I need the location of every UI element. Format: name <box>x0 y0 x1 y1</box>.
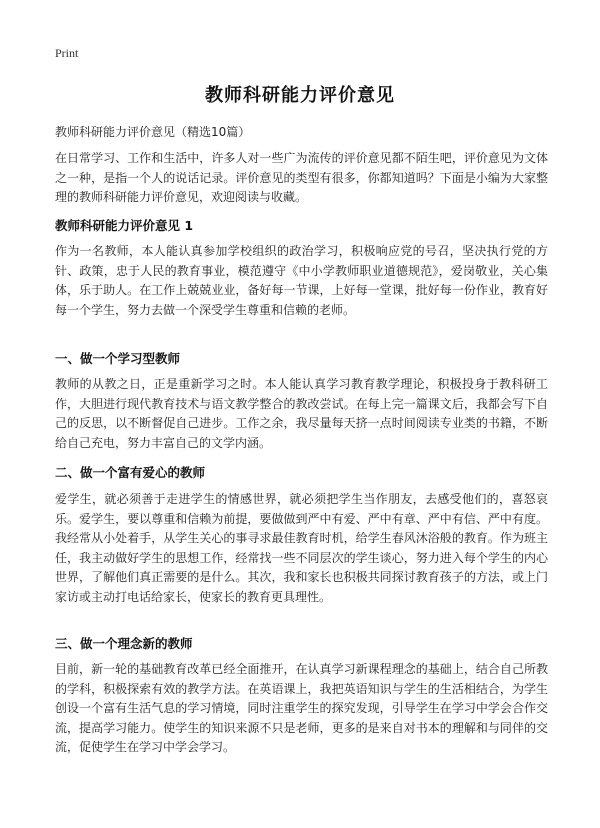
section-body-1: 作为一名教师，本人能认真参加学校组织的政治学习，积极响应党的号召，坚决执行党的方针、政策，忠于人民的教育事业，模范遵守《中小学教师职业道德规范》，爱岗敬业，关心集体，乐于助人。在工作上兢兢业业，备好每一节课，上好每一堂课，批好每一份作业，教育好每一个学生，努力去做一个深受学生尊重和信赖的老师。 <box>55 244 548 317</box>
section-heading-3: 二、做一个富有爱心的教师 <box>55 465 206 480</box>
section-body-3: 爱学生，就必须善于走进学生的情感世界，就必须把学生当作朋友，去感受他们的，喜怒哀乐。爱学生，要以尊重和信赖为前提，要做做到严中有爱、严中有章、严中有信、严中有度。我经常从小处着手，从学生关心的事寻求最佳教育时机，给学生春风沐浴般的教育。作为班主任，我主动做好学生的思想工作，经常找一些不同层次的学生谈心，努力进入每个学生的内心世界，了解他们真正需要的是什么。其次，我和家长也积极共同探讨教育孩子的方法，或上门家访或主动打电话给家长，使家长的教育更具理性。 <box>55 492 548 604</box>
section-heading-4: 三、做一个理念新的教师 <box>55 636 193 651</box>
document-subtitle: 教师科研能力评价意见（精选10篇） <box>55 125 251 139</box>
section-body-2: 教师的从教之日，正是重新学习之时。本人能认真学习教育教学理论，积极投身于教科研工作，大胆进行现代教育技术与语文教学整合的教改尝试。在每上完一篇课文后，我都会写下自己的反思，以不断督促自己进步。工作之余，我尽量每天挤一点时间阅读专业类的书籍，不断给自己充电，努力丰富自己的文学内涵。 <box>55 377 548 450</box>
section-heading-1: 教师科研能力评价意见 1 <box>55 218 194 233</box>
print-link[interactable]: Print <box>55 46 79 60</box>
intro-paragraph: 在日常学习、工作和生活中，许多人对一些广为流传的评价意见都不陌生吧，评价意见为文体之一种，是指一个人的说话记录。评价意见的类型有很多，你都知道吗？下面是小编为大家整理的教师科研能力评价意见，欢迎阅读与收藏。 <box>55 151 548 204</box>
page-title: 教师科研能力评价意见 <box>205 85 395 106</box>
section-heading-2: 一、做一个学习型教师 <box>55 351 181 366</box>
section-body-4: 目前，新一轮的基础教育改革已经全面推开，在认真学习新课程理念的基础上，结合自己所教的学科，积极探索有效的教学方法。在英语课上，我把英语知识与学生的生活相结合，为学生创设一个富有生活气息的学习情境，同时注重学生的探究发现，引导学生在学习中学会合作交流，提高学习能力。使学生的知识来源不只是老师，更多的是来自对书本的理解和与同伴的交流，促使学生在学习中学会学习。 <box>55 662 548 754</box>
